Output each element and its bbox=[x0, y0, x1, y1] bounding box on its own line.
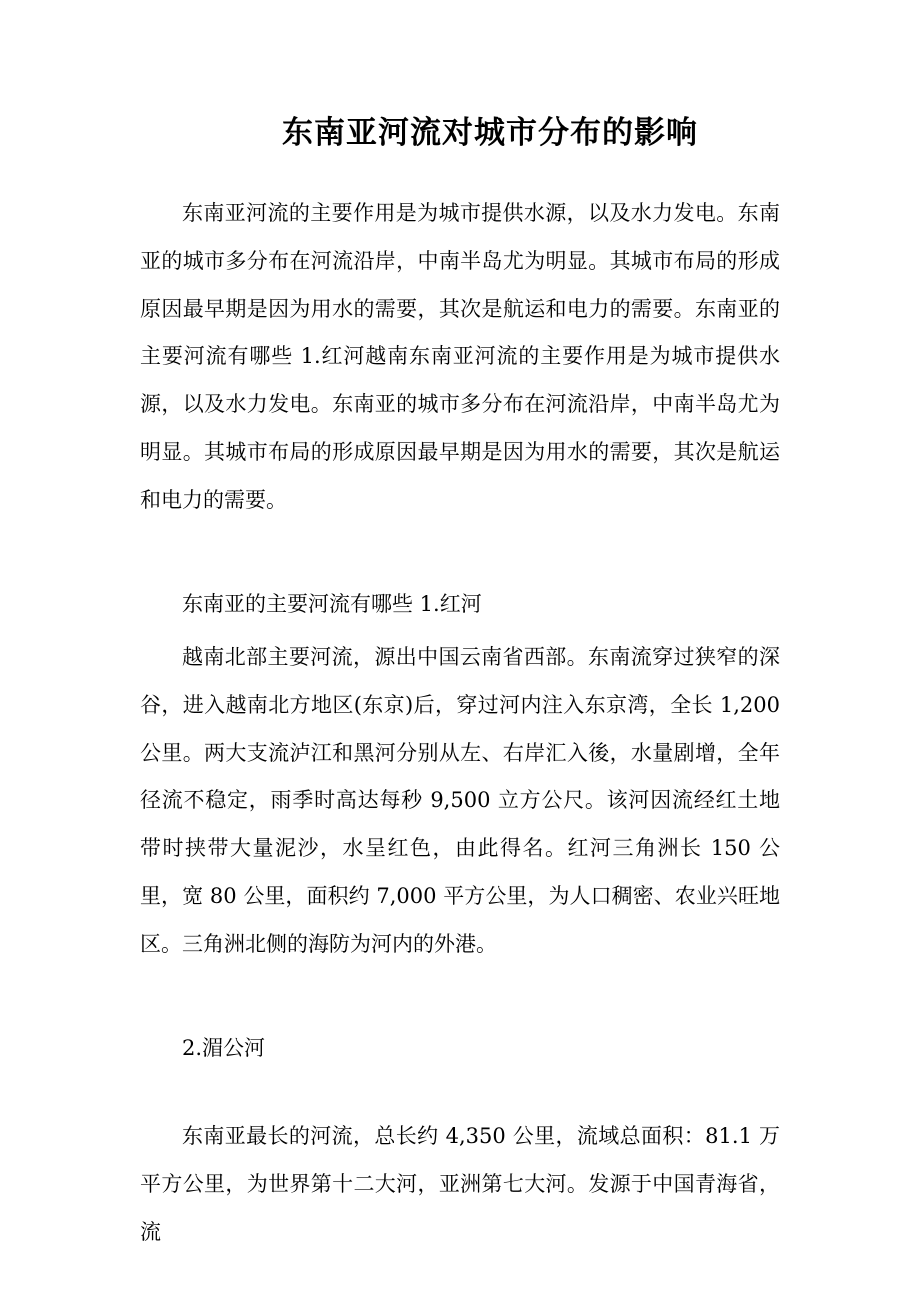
document-page bbox=[140, 0, 780, 1302]
paragraph-heading-mekong: 2.湄公河 bbox=[182, 1036, 266, 1060]
paragraph-red-river: 越南北部主要河流，源出中国云南省西部。东南流穿过狭窄的深谷，进入越南北方地区(东京)后，穿过河内注入东京湾，全长 1,200 公里。两大支流泸江和黑河分别从左、右岸汇入後，水量剧增，全年径流不稳定，雨季时高达每秒 9,500 立方公尺。该河因流经红土地带时挟带大量泥沙，水呈红色，由此得名。红河三角洲长 150 公里，宽 80 公里，面积约 7,000 平方公里，为人口稠密、农业兴旺地区。三角洲北侧的海防为河内的外港。 bbox=[140, 645, 780, 956]
document-title: 东南亚河流对城市分布的影响 bbox=[282, 115, 698, 151]
paragraph-mekong: 东南亚最长的河流，总长约 4,350 公里，流域总面积：81.1 万平方公里，为世界第十二大河，亚洲第七大河。发源于中国青海省，流 bbox=[140, 1124, 780, 1244]
paragraph-heading-red-river: 东南亚的主要河流有哪些 1.红河 bbox=[182, 592, 482, 616]
paragraph-intro: 东南亚河流的主要作用是为城市提供水源，以及水力发电。东南亚的城市多分布在河流沿岸，中南半岛尤为明显。其城市布局的形成原因最早期是因为用水的需要，其次是航运和电力的需要。东南亚的主要河流有哪些 1.红河越南东南亚河流的主要作用是为城市提供水源，以及水力发电。东南亚的城市多分布在河流沿岸，中南半岛尤为明显。其城市布局的形成原因最早期是因为用水的需要，其次是航运和电力的需要。 bbox=[140, 201, 780, 512]
